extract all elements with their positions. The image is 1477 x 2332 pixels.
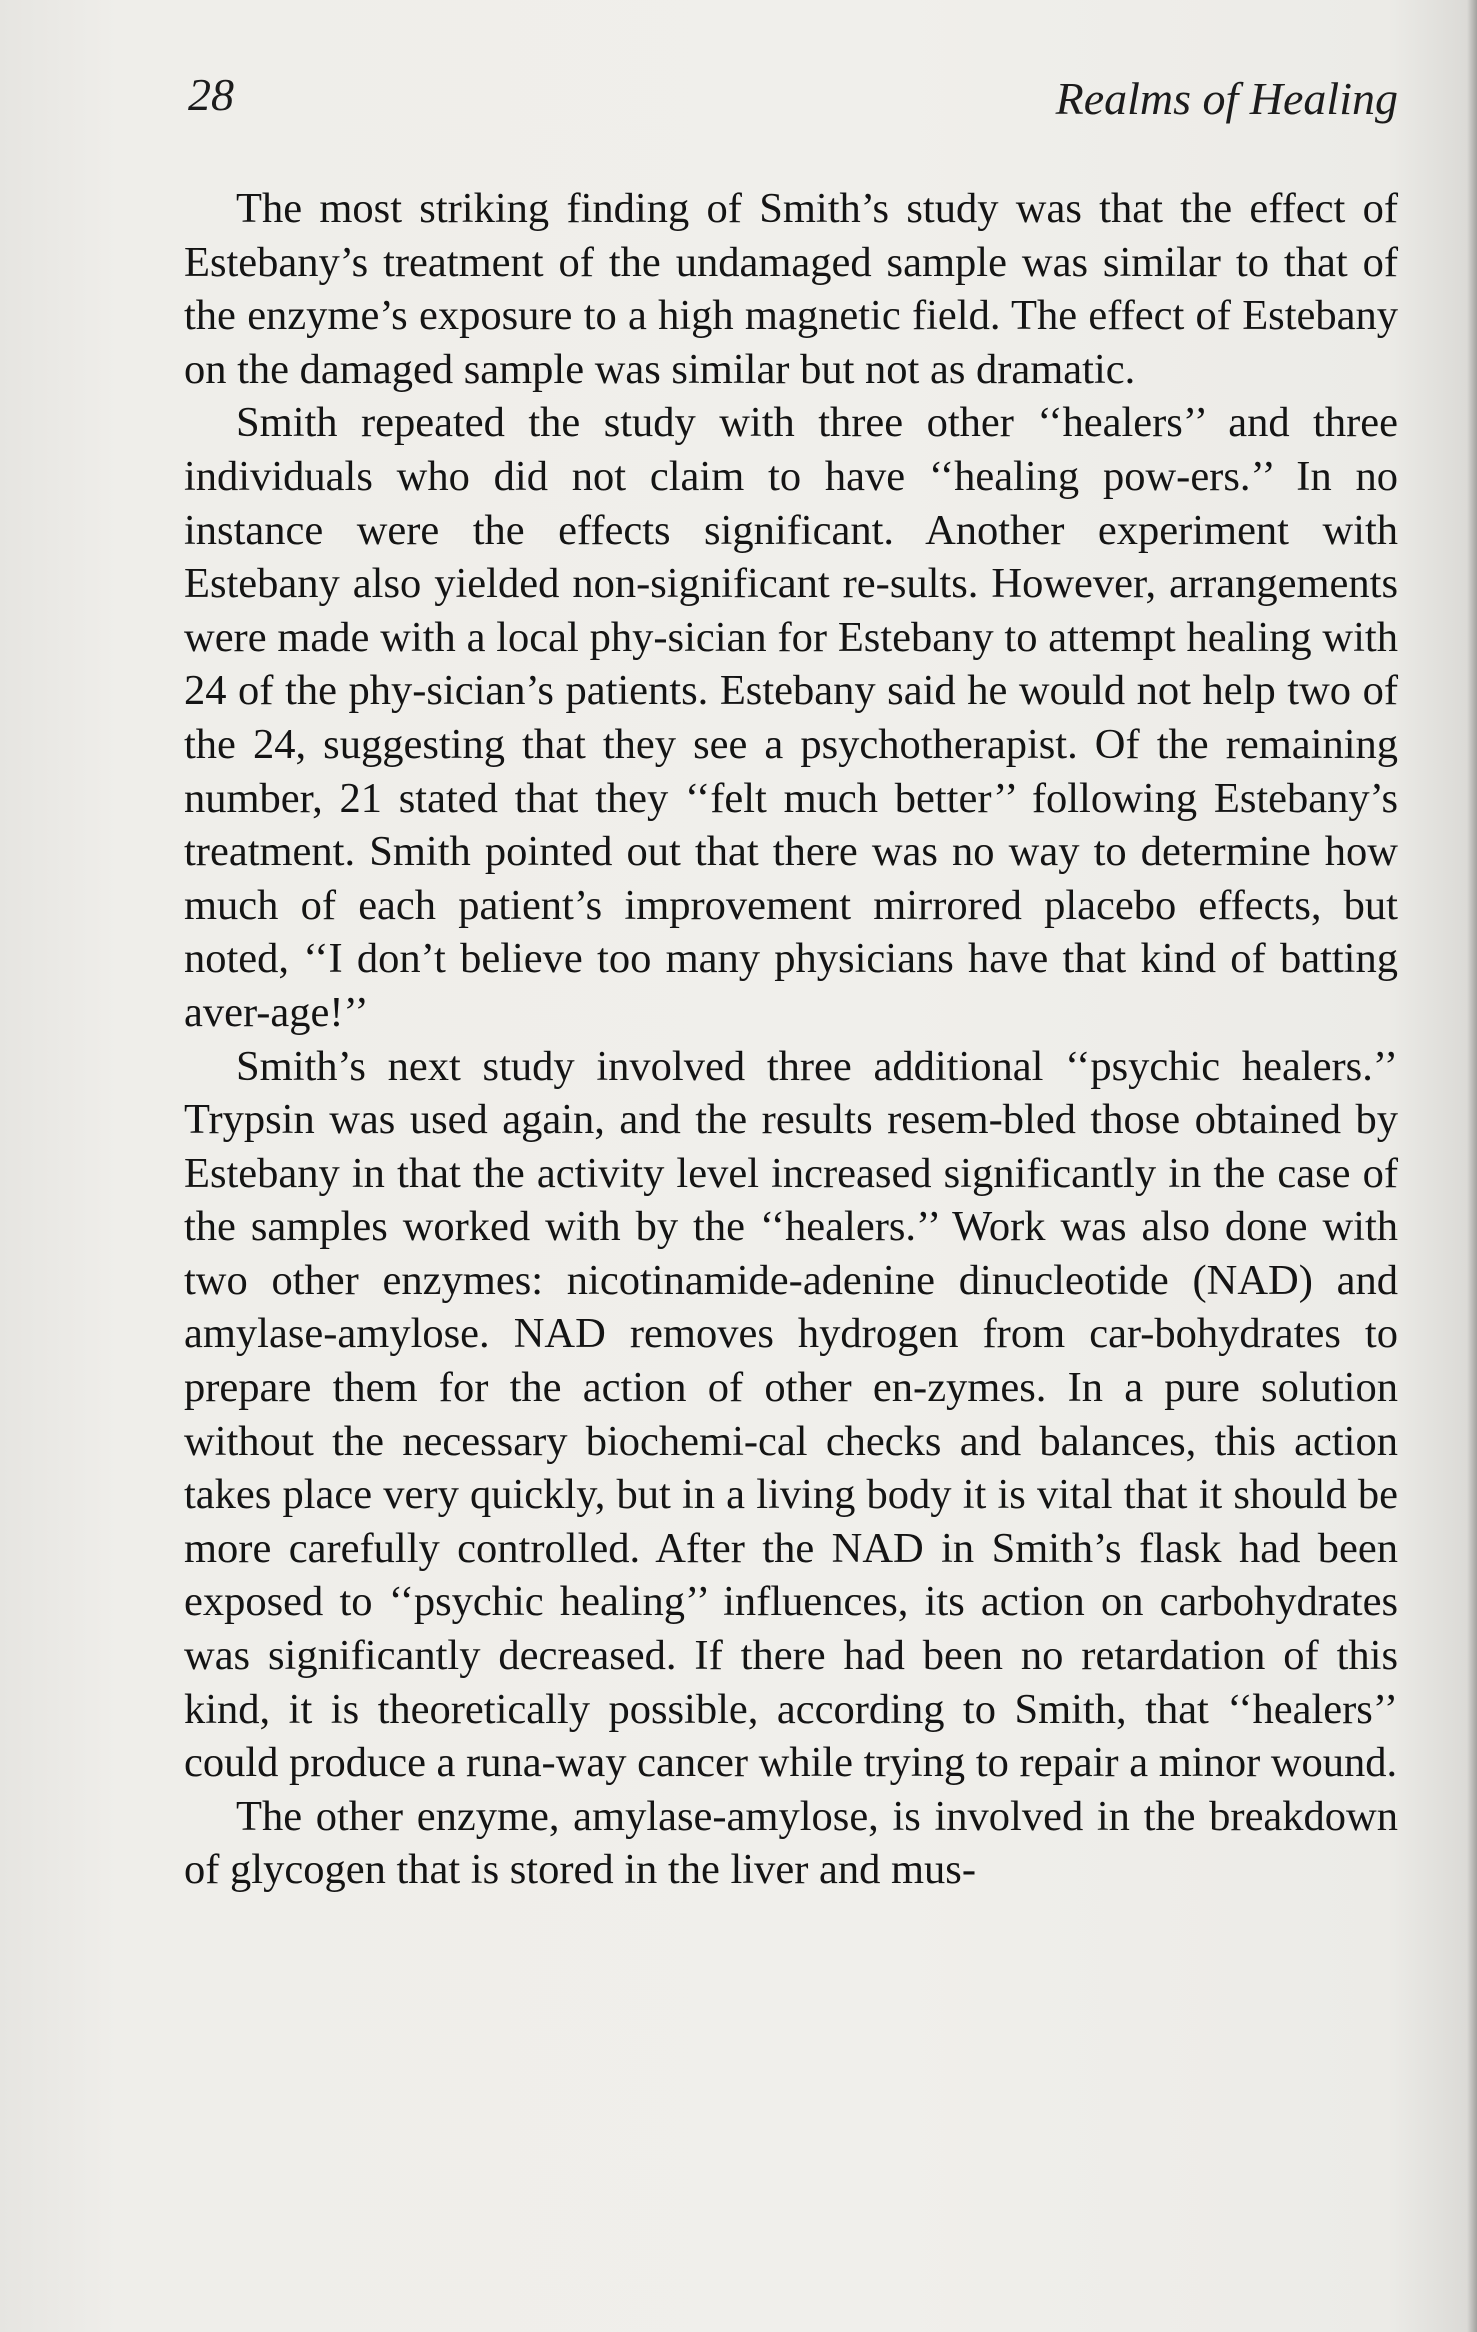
page-header bbox=[188, 68, 1398, 132]
page-number: 28 bbox=[188, 69, 234, 120]
paragraph-4: The other enzyme, amylase-amylose, is involved in the breakdown of glycogen that is stored in the liver and mus- bbox=[184, 1792, 1398, 1894]
paragraph-2: Smith repeated the study with three other ‘‘healers’’ and three individuals who did not claim to have ‘‘healing pow-ers.’’ In no instance were the effects significant. Another experiment with Estebany also yielded non-significant re-sults. However, arrangements were made with a local phy-sician for Estebany to attempt healing with 24 of the phy-sician’s patients. Estebany said he would not help two of the 24, suggesting that they see a psychotherapist. Of the remaining number, 21 stated that they ‘‘felt much better’’ following Estebany’s treatment. Smith pointed out that there was no way to determine how much of each patient’s improvement mirrored placebo effects, but noted, ‘‘I don’t believe too many physicians have that kind of batting aver-age!’’ bbox=[184, 399, 1398, 1036]
paragraph-1: The most striking finding of Smith’s study was that the effect of Estebany’s treatment of the undamaged sample was similar to that of the enzyme’s exposure to a high magnetic field. The effect of Estebany on the damaged sample was similar but not as dramatic. bbox=[184, 185, 1398, 393]
body-text bbox=[184, 182, 1398, 1897]
paragraph-3: Smith’s next study involved three additional ‘‘psychic healers.’’ Trypsin was used again, and the results resem-bled those obtained by Estebany in that the activity level increased significantly in the case of the samples worked with by the ‘‘healers.’’ Work was also done with two other enzymes: nicotinamide-adenine dinucleotide (NAD) and amylase-amylose. NAD removes hydrogen from car-bohydrates to prepare them for the action of other en-zymes. In a pure solution without the necessary biochemi-cal checks and balances, this action takes place very quickly, but in a living body it is vital that it should be more carefully controlled. After the NAD in Smith’s flask had been exposed to ‘‘psychic healing’’ influences, its action on carbohydrates was significantly decreased. If there had been no retardation of this kind, it is theoretically possible, according to Smith, that ‘‘healers’’ could produce a runa-way cancer while trying to repair a minor wound. bbox=[184, 1042, 1398, 1787]
running-head: Realms of Healing bbox=[1055, 73, 1398, 124]
page-edge-shadow bbox=[1467, 0, 1477, 2332]
